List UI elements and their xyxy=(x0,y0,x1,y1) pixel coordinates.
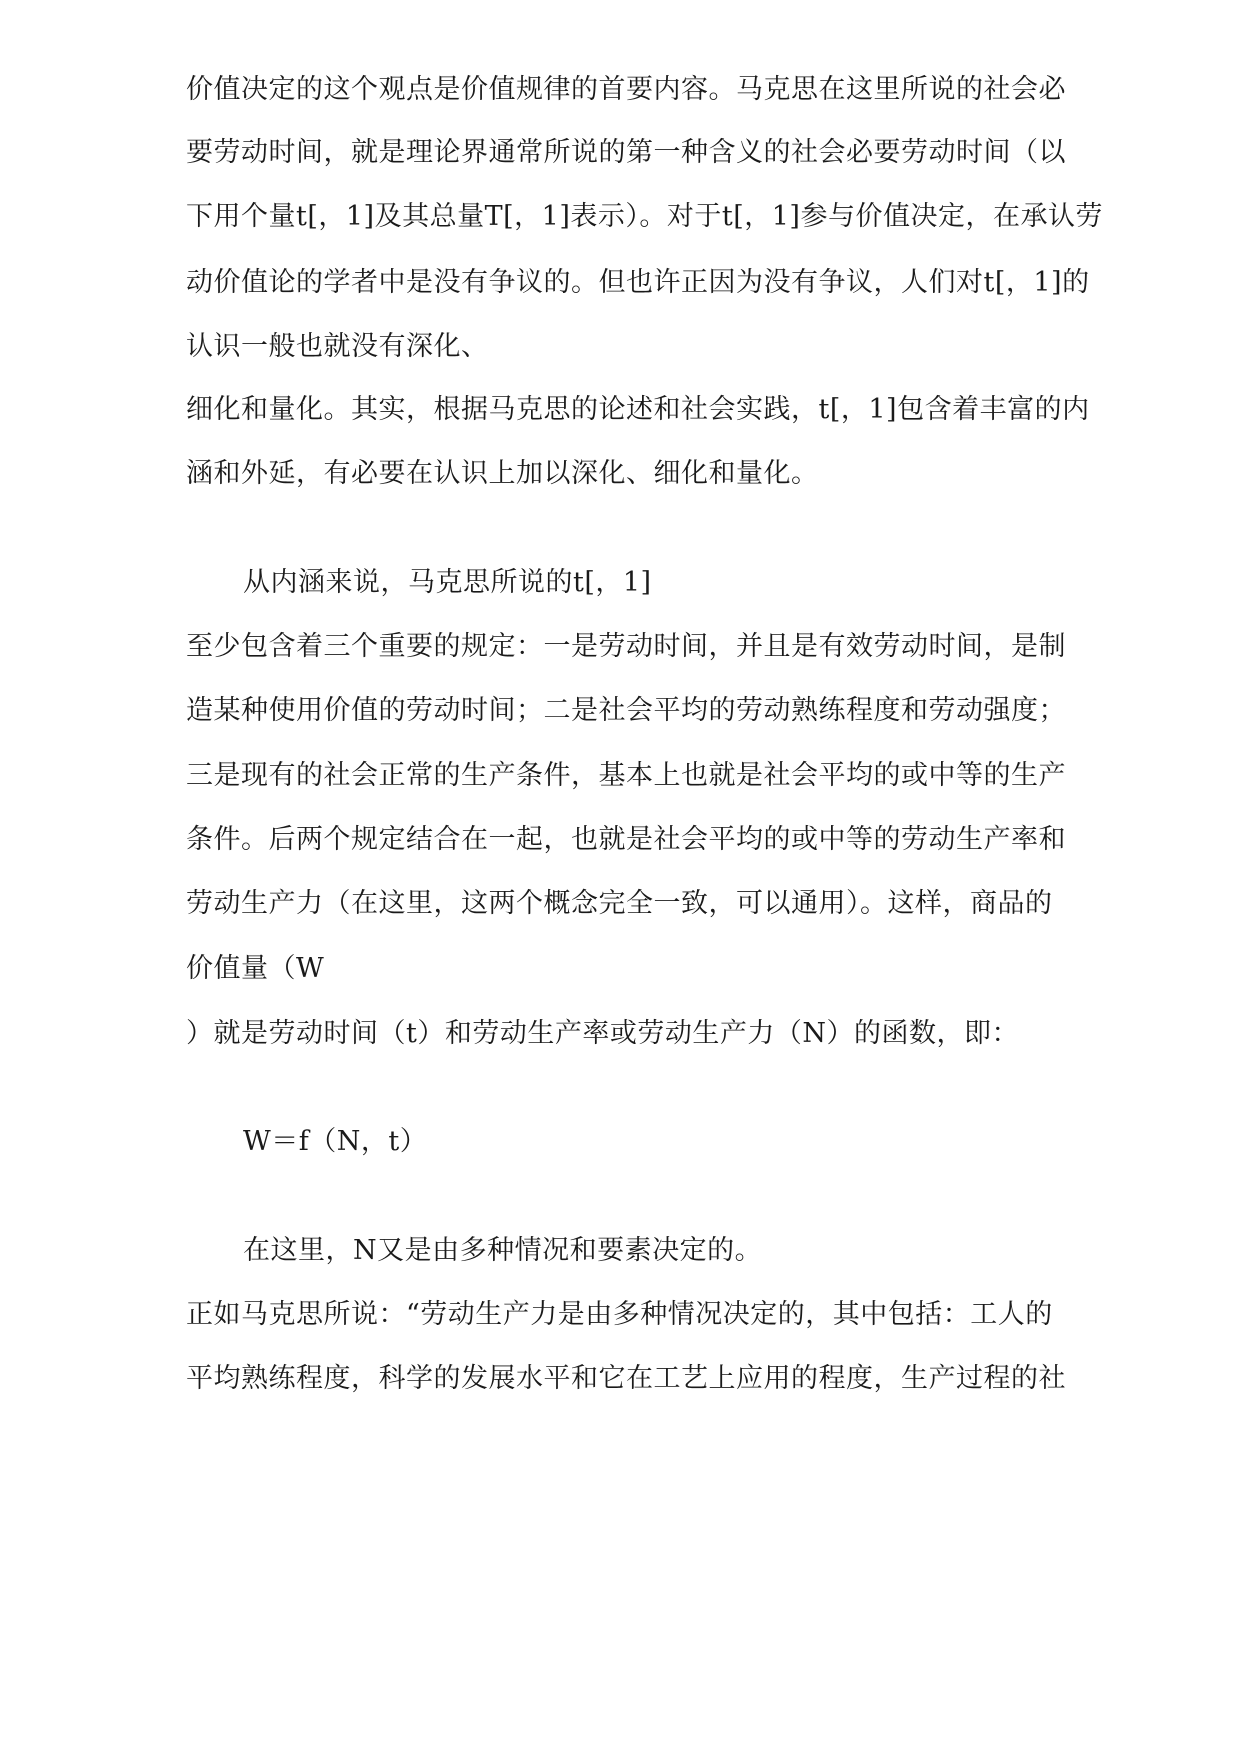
text-line: 价值量（W xyxy=(186,953,325,984)
text-line: 平均熟练程度，科学的发展水平和它在工艺上应用的程度，生产过程的社 xyxy=(186,1363,1066,1394)
text-line: 在这里，N又是由多种情况和要素决定的。 xyxy=(243,1235,763,1266)
text-line: 至少包含着三个重要的规定：一是劳动时间，并且是有效劳动时间，是制 xyxy=(186,631,1066,662)
text-line: ）就是劳动时间（t）和劳动生产率或劳动生产力（N）的函数，即： xyxy=(186,1018,1019,1049)
text-line: 动价值论的学者中是没有争议的。但也许正因为没有争议，人们对t[，1]的 xyxy=(186,267,1090,298)
text-line: 造某种使用价值的劳动时间；二是社会平均的劳动熟练程度和劳动强度； xyxy=(186,695,1066,726)
text-line: 细化和量化。其实，根据马克思的论述和社会实践，t[，1]包含着丰富的内 xyxy=(186,394,1090,425)
text-line: 涵和外延，有必要在认识上加以深化、细化和量化。 xyxy=(186,458,819,489)
text-line: 价值决定的这个观点是价值规律的首要内容。马克思在这里所说的社会必 xyxy=(186,74,1066,105)
text-line: 认识一般也就没有深化、 xyxy=(186,331,489,362)
text-line: 正如马克思所说：“劳动生产力是由多种情况决定的，其中包括：工人的 xyxy=(186,1299,1053,1330)
text-line: 下用个量t[，1]及其总量T[，1]表示）。对于t[，1]参与价值决定，在承认劳 xyxy=(186,201,1103,232)
text-line: 三是现有的社会正常的生产条件，基本上也就是社会平均的或中等的生产 xyxy=(186,760,1066,791)
formula: W＝f（N，t） xyxy=(243,1126,428,1157)
text-line: 条件。后两个规定结合在一起，也就是社会平均的或中等的劳动生产率和 xyxy=(186,824,1066,855)
text-line: 从内涵来说，马克思所说的t[，1] xyxy=(243,567,652,598)
text-line: 要劳动时间，就是理论界通常所说的第一种含义的社会必要劳动时间（以 xyxy=(186,137,1066,168)
text-line: 劳动生产力（在这里，这两个概念完全一致，可以通用）。这样，商品的 xyxy=(186,888,1053,919)
